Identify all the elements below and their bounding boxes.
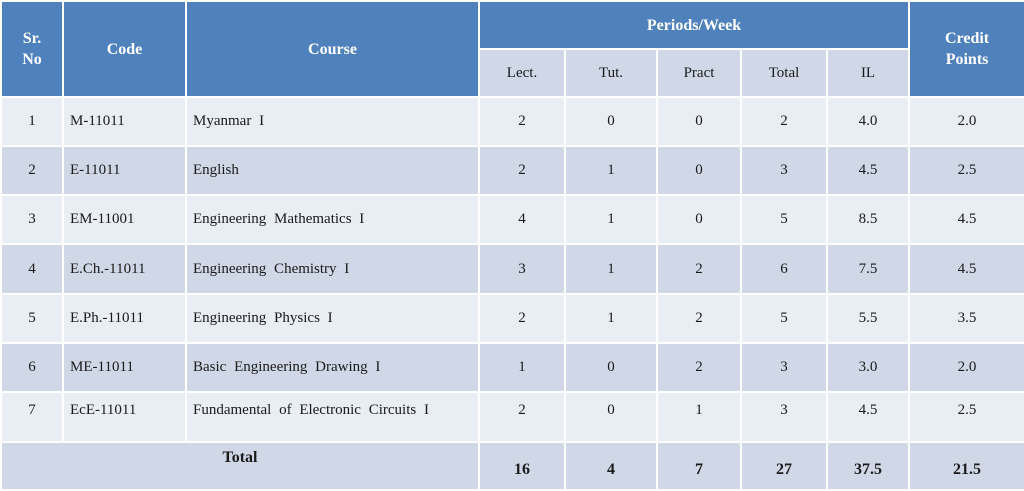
cell-il: 3.0 [827,343,909,392]
cell-credit: 4.5 [909,244,1024,294]
cell-il: 4.0 [827,97,909,146]
cell-sr: 6 [1,343,63,392]
cell-credit: 2.5 [909,392,1024,442]
subheader-total: Total [741,49,827,97]
cell-code: EcE-11011 [63,392,186,442]
header-periods-week: Periods/Week [479,1,909,49]
cell-course: English [186,146,479,195]
table-row [1,244,1024,294]
table-row [1,392,1024,442]
cell-pract: 2 [657,294,741,343]
total-pract: 7 [657,442,741,490]
cell-pract: 2 [657,244,741,294]
total-row [1,442,1024,490]
total-lect: 16 [479,442,565,490]
cell-credit: 2.0 [909,343,1024,392]
cell-credit: 2.0 [909,97,1024,146]
cell-il: 5.5 [827,294,909,343]
total-label: Total [1,442,479,490]
cell-tut: 1 [565,195,657,244]
cell-sr: 3 [1,195,63,244]
cell-code: M-11011 [63,97,186,146]
cell-tut: 1 [565,294,657,343]
header-credit-points: Credit Points [909,1,1024,97]
total-total: 27 [741,442,827,490]
cell-total: 3 [741,146,827,195]
cell-course: Engineering Mathematics I [186,195,479,244]
cell-course: Engineering Chemistry I [186,244,479,294]
cell-total: 3 [741,392,827,442]
cell-credit: 3.5 [909,294,1024,343]
cell-tut: 1 [565,146,657,195]
cell-credit: 4.5 [909,195,1024,244]
cell-pract: 2 [657,343,741,392]
cell-lect: 3 [479,244,565,294]
cell-code: EM-11001 [63,195,186,244]
cell-pract: 1 [657,392,741,442]
cell-lect: 1 [479,343,565,392]
cell-lect: 2 [479,97,565,146]
cell-il: 4.5 [827,146,909,195]
cell-lect: 4 [479,195,565,244]
cell-sr: 4 [1,244,63,294]
cell-sr: 5 [1,294,63,343]
cell-code: E.Ph.-11011 [63,294,186,343]
header-sr-no: Sr. No [1,1,63,97]
cell-pract: 0 [657,97,741,146]
cell-total: 3 [741,343,827,392]
table-row [1,195,1024,244]
table-row [1,294,1024,343]
cell-il: 4.5 [827,392,909,442]
cell-tut: 0 [565,343,657,392]
cell-course: Engineering Physics I [186,294,479,343]
cell-il: 7.5 [827,244,909,294]
cell-lect: 2 [479,146,565,195]
cell-total: 5 [741,294,827,343]
subheader-il: IL [827,49,909,97]
total-credit: 21.5 [909,442,1024,490]
subheader-lect: Lect. [479,49,565,97]
subheader-pract: Pract [657,49,741,97]
cell-pract: 0 [657,146,741,195]
header-course: Course [186,1,479,97]
cell-lect: 2 [479,294,565,343]
cell-sr: 2 [1,146,63,195]
cell-tut: 0 [565,392,657,442]
cell-pract: 0 [657,195,741,244]
cell-total: 5 [741,195,827,244]
cell-tut: 1 [565,244,657,294]
cell-code: E.Ch.-11011 [63,244,186,294]
cell-code: E-11011 [63,146,186,195]
cell-course: Basic Engineering Drawing I [186,343,479,392]
cell-il: 8.5 [827,195,909,244]
table-row [1,97,1024,146]
cell-sr: 7 [1,392,63,442]
table-row [1,343,1024,392]
cell-total: 2 [741,97,827,146]
cell-lect: 2 [479,392,565,442]
header-code: Code [63,1,186,97]
cell-course: Myanmar I [186,97,479,146]
total-tut: 4 [565,442,657,490]
cell-code: ME-11011 [63,343,186,392]
cell-course: Fundamental of Electronic Circuits I [186,392,479,442]
cell-sr: 1 [1,97,63,146]
table-row [1,146,1024,195]
cell-total: 6 [741,244,827,294]
cell-credit: 2.5 [909,146,1024,195]
subheader-tut: Tut. [565,49,657,97]
cell-tut: 0 [565,97,657,146]
total-il: 37.5 [827,442,909,490]
